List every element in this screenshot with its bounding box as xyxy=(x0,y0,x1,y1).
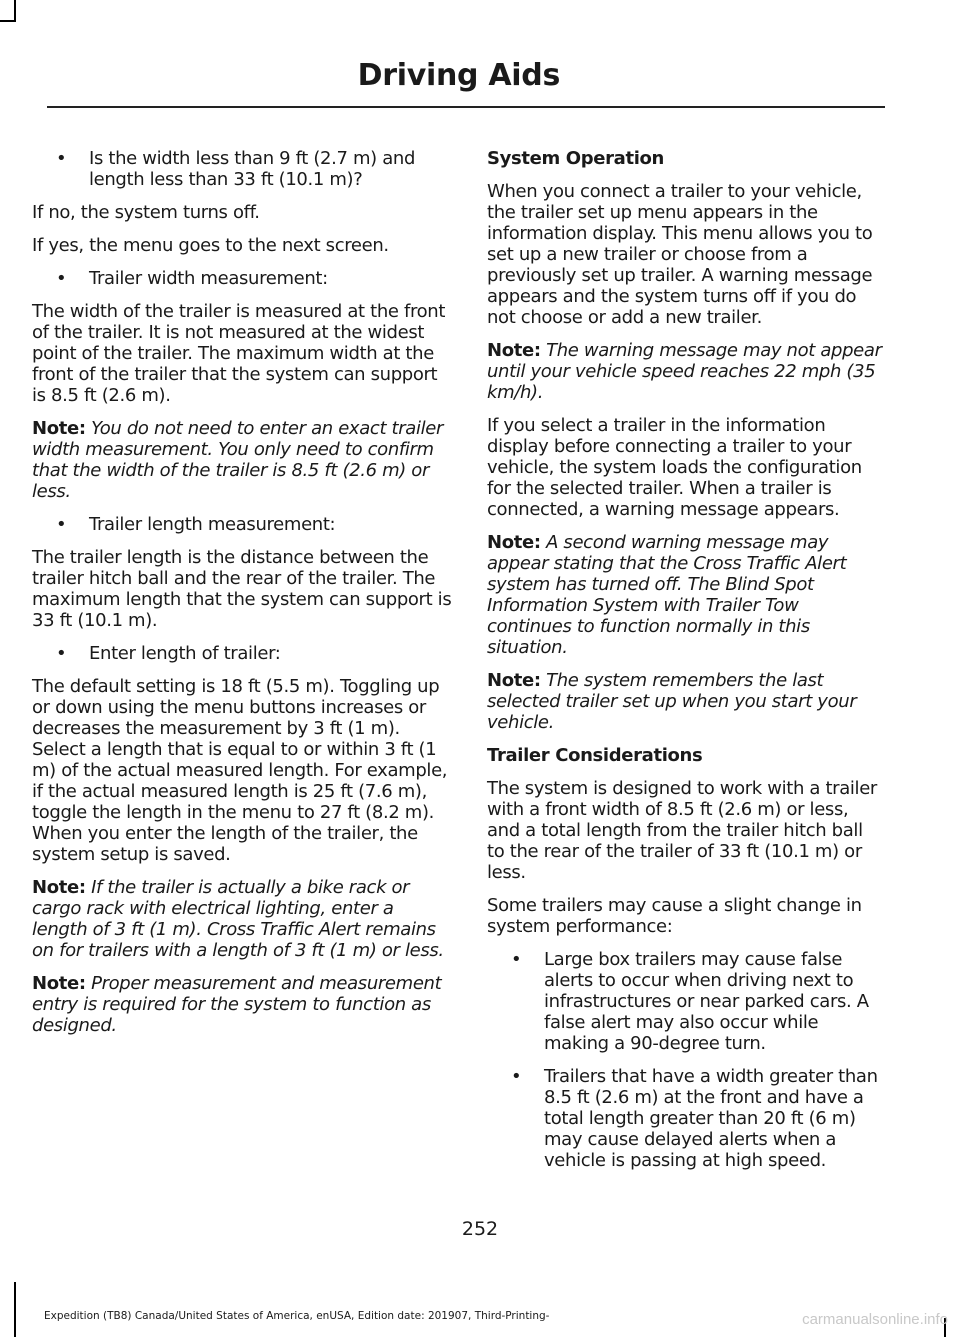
paragraph: If yes, the menu goes to the next screen. xyxy=(32,235,389,256)
bullet-icon: • xyxy=(56,268,67,289)
paragraph: The system is designed to work with a trailer with a front width of 8.5 ft (2.6 m) or less, and a total length from the trailer hitch ball to the rear of the trailer of 33 ft (10.1 m) or less. xyxy=(487,778,877,883)
list-item-text: Enter length of trailer: xyxy=(89,643,281,664)
page-number: 252 xyxy=(461,1218,499,1240)
note-text: You do not need to enter an exact trailer width measurement. You only need to confirm that the width of the trailer is 8.5 ft (2.6 m) or less. xyxy=(32,418,444,502)
note-text: If the trailer is actually a bike rack or cargo rack with electrical lighting, enter a length of 3 ft (1 m). Cross Traffic Alert remains on for trailers with a length of 3 ft (1 m) or less. xyxy=(32,877,444,961)
note-label: Note: xyxy=(487,670,541,691)
list-item xyxy=(487,949,883,1054)
note xyxy=(32,877,452,961)
section-heading: Trailer Considerations xyxy=(487,745,703,766)
left-column xyxy=(32,148,452,1048)
list-item-text: Large box trailers may cause false alerts to occur when driving next to infrastructures or near parked cars. A false alert may also occur while making a 90-degree turn. xyxy=(544,949,869,1054)
note xyxy=(487,340,883,403)
crop-mark-top-bar xyxy=(0,20,16,22)
list-item xyxy=(32,643,452,664)
bullet-icon: • xyxy=(511,949,522,970)
note xyxy=(32,973,452,1036)
page-title: Driving Aids xyxy=(357,58,560,93)
note xyxy=(32,418,452,502)
crop-mark-bottom-left xyxy=(14,1282,16,1337)
paragraph: The default setting is 18 ft (5.5 m). Toggling up or down using the menu buttons increases or decreases the measurement by 3 ft (1 m). Select a length that is equal to or within 3 ft (1 m) of the actual measured length. For example, if the actual measured length is 25 ft (7.6 m), toggle the length in the menu to 27 ft (8.2 m). When you enter the length of the trailer, the system setup is saved. xyxy=(32,676,448,865)
note-text: The system remembers the last selected trailer set up when you start your vehicle. xyxy=(487,670,857,733)
paragraph: Some trailers may cause a slight change in system performance: xyxy=(487,895,862,937)
right-column xyxy=(487,148,883,1183)
note-label: Note: xyxy=(32,418,86,439)
list-item xyxy=(487,1066,883,1171)
list-item xyxy=(32,514,452,535)
watermark: carmanualsonline.info xyxy=(802,1311,948,1328)
bullet-icon: • xyxy=(56,148,67,169)
paragraph: If you select a trailer in the information display before connecting a trailer to your vehicle, the system loads the configuration for the selected trailer. When a trailer is connected, a warning message appears. xyxy=(487,415,862,520)
bullet-icon: • xyxy=(56,514,67,535)
note-text: The warning message may not appear until your vehicle speed reaches 22 mph (35 km/h). xyxy=(487,340,882,403)
crop-mark-top xyxy=(14,0,16,22)
paragraph: If no, the system turns off. xyxy=(32,202,260,223)
note-label: Note: xyxy=(487,340,541,361)
list-item-text: Trailer length measurement: xyxy=(89,514,336,535)
note-label: Note: xyxy=(32,877,86,898)
note-text: A second warning message may appear stating that the Cross Traffic Alert system has turned off. The Blind Spot Information System with Trailer Tow continues to function normally in this situation. xyxy=(487,532,847,658)
note xyxy=(487,670,883,733)
paragraph: When you connect a trailer to your vehicle, the trailer set up menu appears in the information display. This menu allows you to set up a new trailer or choose from a previously set up trailer. A warning message appears and the system turns off if you do not choose or add a new trailer. xyxy=(487,181,873,328)
footer-text: Expedition (TB8) Canada/United States of America, enUSA, Edition date: 201907, Third-Printing- xyxy=(44,1310,550,1322)
bullet-icon: • xyxy=(56,643,67,664)
note-text: Proper measurement and measurement entry is required for the system to function as designed. xyxy=(32,973,442,1036)
paragraph: The width of the trailer is measured at the front of the trailer. It is not measured at the widest point of the trailer. The maximum width at the front of the trailer that the system can support is 8.5 ft (2.6 m). xyxy=(32,301,446,406)
list-item-text: Trailers that have a width greater than 8.5 ft (2.6 m) at the front and have a total length greater than 20 ft (6 m) may cause delayed alerts when a vehicle is passing at high speed. xyxy=(544,1066,878,1171)
header-rule xyxy=(47,106,885,108)
list-item-text: Is the width less than 9 ft (2.7 m) and length less than 33 ft (10.1 m)? xyxy=(89,148,416,190)
note xyxy=(487,532,883,658)
list-item xyxy=(32,148,452,190)
note-label: Note: xyxy=(32,973,86,994)
bullet-icon: • xyxy=(511,1066,522,1087)
list-item xyxy=(32,268,452,289)
paragraph: The trailer length is the distance between the trailer hitch ball and the rear of the trailer. The maximum length that the system can support is 33 ft (10.1 m). xyxy=(32,547,452,631)
list-item-text: Trailer width measurement: xyxy=(89,268,328,289)
section-heading: System Operation xyxy=(487,148,665,169)
note-label: Note: xyxy=(487,532,541,553)
